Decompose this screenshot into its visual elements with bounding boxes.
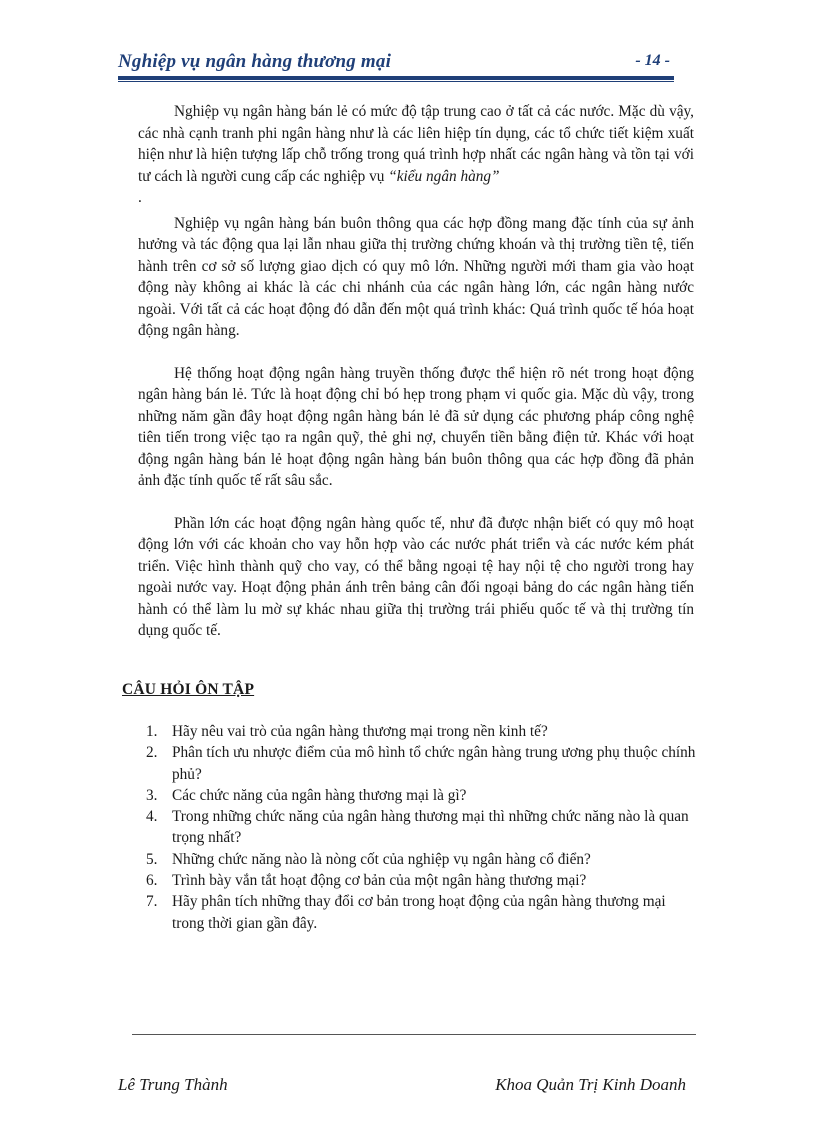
paragraph-2: Nghiệp vụ ngân hàng bán buôn thông qua các hợp đồng mang đặc tính của sự ảnh hưởng và tác động qua lại lẫn nhau giữa thị trường chứng khoán và thị trường tiền tệ, tiến hành trên cơ sở số lượng giao dịch có quy mô lớn. Những người mới tham gia vào hoạt động này không ai khác là các chi nhánh của các ngân hàng lớn, các ngân hàng nước ngoài. Với tất cả các hoạt động đó dẫn đến một quá trình khác: Quá trình quốc tế hóa hoạt động ngân hàng. bbox=[138, 214, 694, 339]
page-number: - 14 - bbox=[635, 52, 670, 69]
section-title: CÂU HỎI ÔN TẬP bbox=[122, 681, 255, 698]
question-text: Hãy phân tích những thay đổi cơ bản trong hoạt động của ngân hàng thương mại trong thời gian gần đây. bbox=[172, 893, 666, 932]
footer-author: Lê Trung Thành bbox=[118, 1075, 228, 1094]
question-text: Hãy nêu vai trò của ngân hàng thương mại trong nền kinh tế? bbox=[172, 723, 548, 740]
question-number: 2. bbox=[146, 744, 158, 762]
footer-department: Khoa Quản Trị Kinh Doanh bbox=[495, 1075, 686, 1094]
list-item bbox=[136, 870, 696, 891]
paragraph-1 bbox=[138, 101, 694, 187]
question-text: Trong những chức năng của ngân hàng thương mại thì những chức năng nào là quan trọng nhất? bbox=[172, 808, 689, 847]
question-number: 5. bbox=[146, 850, 158, 868]
question-text: Trình bày vắn tắt hoạt động cơ bản của một ngân hàng thương mại? bbox=[172, 872, 587, 890]
question-text: Những chức năng nào là nòng cốt của nghiệp vụ ngân hàng cổ điển? bbox=[172, 850, 591, 868]
list-item bbox=[136, 721, 696, 742]
footer-rule bbox=[132, 1034, 696, 1035]
question-number: 7. bbox=[146, 893, 158, 911]
list-item bbox=[136, 742, 696, 785]
paragraph-4: Phần lớn các hoạt động ngân hàng quốc tế, như đã được nhận biết có quy mô hoạt động lớn với các khoản cho vay hỗn hợp vào các nước phát triển và các nước kém phát triển. Việc hình thành quỹ cho vay, có thể bằng ngoại tệ hay nội tệ cho người trong hay ngoài nước vay. Hoạt động phản ánh trên bảng cân đối ngoại bảng do các ngân hàng tiến hành có thể làm lu mờ sự khác nhau giữa thị trường trái phiếu quốc tế và thị trường tín dụng quốc tế. bbox=[138, 514, 694, 639]
list-item bbox=[136, 849, 696, 870]
paragraph-3: Hệ thống hoạt động ngân hàng truyền thống được thể hiện rõ nét trong hoạt động ngân hàng bán lẻ. Tức là hoạt động chỉ bó hẹp trong phạm vi quốc gia. Mặc dù vậy, trong những năm gần đây hoạt động ngân hàng bán lẻ đã sử dụng các phương pháp công nghệ tiên tiến trong việc tạo ra ngân quỹ, thẻ ghi nợ, chuyển tiền bằng điện tử. Khác với hoạt động ngân hàng bán lẻ hoạt động ngân hàng bán buôn thông qua các hợp đồng đã phản ảnh đặc tính quốc tế rất sâu sắc. bbox=[138, 364, 694, 489]
question-text: Phân tích ưu nhược điểm của mô hình tổ chức ngân hàng trung ương phụ thuộc chính phủ? bbox=[172, 744, 696, 783]
list-item bbox=[136, 785, 696, 806]
list-item bbox=[136, 806, 696, 849]
question-number: 6. bbox=[146, 872, 158, 890]
header-title: Nghiệp vụ ngân hàng thương mại bbox=[118, 51, 392, 72]
question-number: 3. bbox=[146, 786, 158, 804]
paragraph-1-text: Nghiệp vụ ngân hàng bán lẻ có mức độ tập trung cao ở tất cả các nước. Mặc dù vậy, các nhà cạnh tranh phi ngân hàng như là các liên hiệp tín dụng, các tổ chức tiết kiệm xuất hiện như là hiện tượng lấp chỗ trống trong quá trình hợp nhất các ngân hàng và tồn tại với tư cách là người cung cấp các nghiệp vụ bbox=[138, 103, 694, 185]
question-text: Các chức năng của ngân hàng thương mại là gì? bbox=[172, 786, 467, 804]
header-rule bbox=[118, 76, 674, 82]
list-item bbox=[136, 891, 696, 934]
question-list bbox=[136, 721, 696, 934]
paragraph-1-italic: “kiểu ngân hàng” bbox=[388, 167, 500, 185]
paragraph-1-dot: . bbox=[138, 189, 142, 206]
body-text bbox=[138, 101, 694, 642]
page-header bbox=[118, 51, 674, 77]
question-number: 1. bbox=[146, 723, 158, 740]
question-number: 4. bbox=[146, 808, 158, 826]
